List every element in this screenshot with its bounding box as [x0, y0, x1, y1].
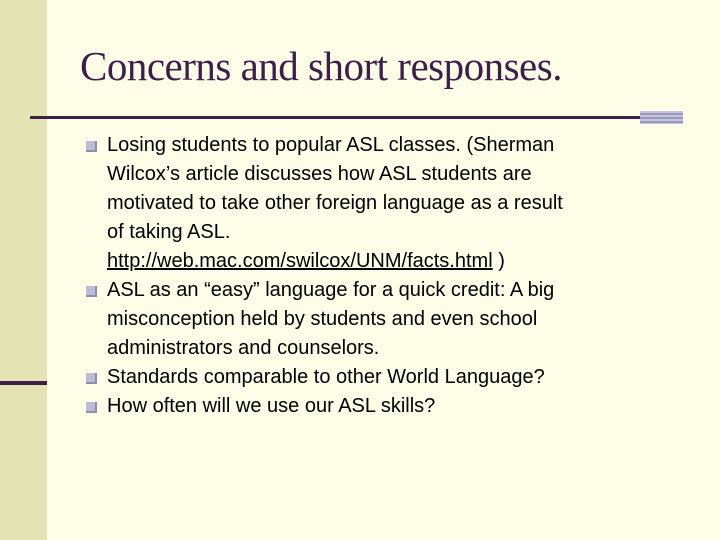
left-decorative-band — [0, 0, 47, 540]
bullet-text-line: motivated to take other foreign language as a result — [107, 192, 563, 214]
square-bullet-icon — [86, 402, 97, 413]
bullet-text-line: Wilcox’s article discusses how ASL students are — [107, 163, 532, 185]
title-divider-accent — [640, 111, 683, 124]
bullet-text-line: Losing students to popular ASL classes. (Sherman — [107, 134, 555, 156]
wilcox-article-link[interactable]: http://web.mac.com/swilcox/UNM/facts.html — [107, 250, 493, 272]
bullet-text: Standards comparable to other World Language? — [107, 366, 545, 388]
bullet-item-standards — [86, 363, 686, 392]
bullet-text: How often will we use our ASL skills? — [107, 395, 436, 417]
bullet-text-suffix: ) — [492, 250, 505, 272]
bullet-list — [86, 131, 686, 421]
title-divider — [30, 116, 640, 119]
bullet-text-line: misconception held by students and even school — [107, 308, 538, 330]
square-bullet-icon — [86, 373, 97, 384]
bullet-item-easy-language — [86, 276, 686, 363]
bullet-text-line: administrators and counselors. — [107, 337, 380, 359]
slide-title: Concerns and short responses. — [80, 43, 562, 89]
square-bullet-icon — [86, 286, 97, 297]
square-bullet-icon — [86, 141, 97, 152]
bullet-text-line: of taking ASL. — [107, 221, 231, 243]
bullet-item-losing-students — [86, 131, 686, 276]
bullet-item-skills-use — [86, 392, 686, 421]
bullet-text-line: ASL as an “easy” language for a quick credit: A big — [107, 279, 555, 301]
left-accent-bar — [0, 381, 47, 385]
